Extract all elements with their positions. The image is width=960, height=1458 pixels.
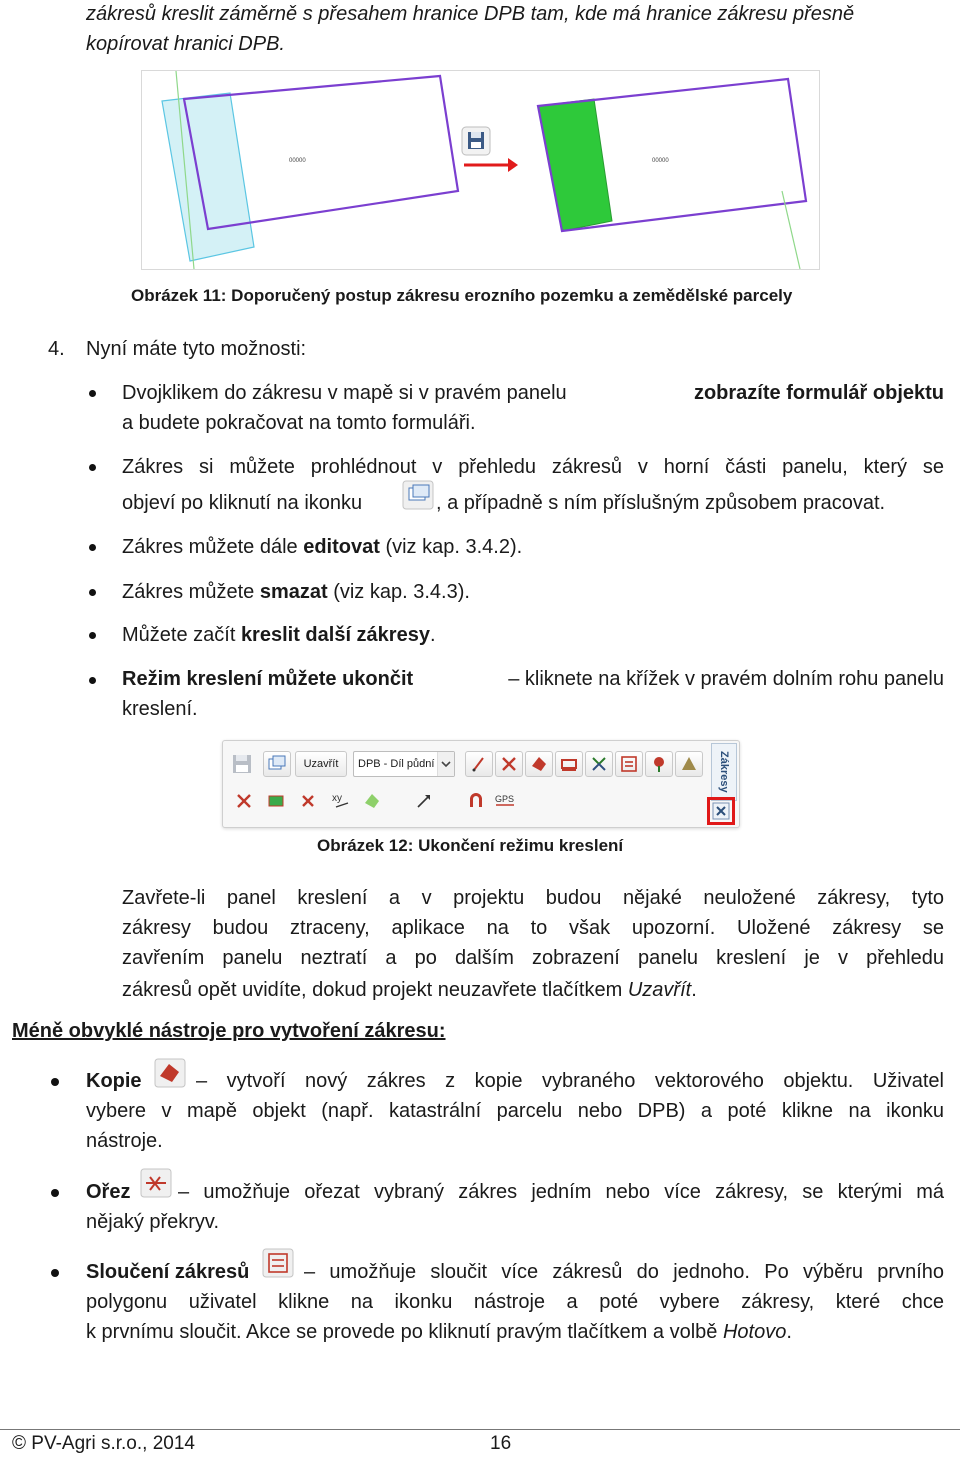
bullet	[89, 390, 96, 397]
figure-11-map	[142, 71, 819, 269]
option-3-bold: editovat	[303, 536, 380, 558]
footer-rule	[0, 1429, 960, 1430]
parcel-label-left: 00000	[289, 158, 306, 164]
tool-kopie-line-3: nástroje.	[86, 1130, 163, 1152]
orez-button[interactable]	[231, 789, 257, 813]
intro-line-1: zákresů kreslit záměrně s přesahem hranice DPB tam, kde má hranice zákresu přesně	[86, 3, 855, 25]
green-polygon-icon	[362, 791, 382, 811]
intro-line-2: kopírovat hranici DPB.	[86, 33, 285, 55]
save-icon[interactable]	[231, 753, 253, 775]
xy-icon	[330, 791, 352, 811]
close-icon	[710, 800, 732, 822]
footer-copyright: © PV-Agri s.r.o., 2014	[12, 1433, 195, 1454]
texture-button[interactable]	[675, 751, 703, 777]
copy-button[interactable]	[525, 751, 553, 777]
option-5-bold: kreslit další zákresy	[240, 624, 430, 646]
step-number: 4.	[48, 338, 65, 360]
xy-label: xy	[332, 793, 342, 804]
option-6-text: – kliknete na křížek v pravém dolním rohu panelu	[502, 668, 944, 690]
copy-polygon-icon	[154, 1058, 186, 1088]
bullet	[51, 1189, 59, 1197]
bullet	[89, 464, 96, 471]
layer-select[interactable]	[353, 751, 455, 777]
cyan-drawn-zone	[162, 93, 254, 261]
split-icon	[589, 754, 609, 774]
section-heading: Méně obvyklé nástroje pro vytvoření zákresu:	[12, 1020, 446, 1042]
overview-icon	[402, 480, 434, 510]
figure-11-caption: Obrázek 11: Doporučený postup zákresu erozního pozemku a zemědělské parcely	[131, 286, 793, 305]
copy-polygon-icon	[529, 754, 549, 774]
para-close-line-4	[122, 978, 697, 1002]
option-1-line-2: a budete pokračovat na tomto formuláři.	[122, 412, 476, 434]
remove-button[interactable]	[295, 789, 321, 813]
option-4-bold: smazat	[259, 581, 328, 603]
tool-slouceni-line-3	[86, 1320, 792, 1344]
option-3-post: (viz kap. 3.4.2).	[379, 536, 523, 558]
figure-12-caption: Obrázek 12: Ukončení režimu kreslení	[317, 836, 624, 855]
option-3-line	[122, 535, 522, 559]
tool-slouceni-italic: Hotovo	[722, 1321, 787, 1343]
bullet	[51, 1269, 59, 1277]
bullet	[51, 1078, 59, 1086]
step-text: Nyní máte tyto možnosti:	[86, 338, 307, 360]
close-project-button[interactable]: Uzavřít	[295, 751, 347, 777]
option-5-line	[122, 623, 436, 647]
footer-page-number: 16	[490, 1433, 512, 1454]
gps-button[interactable]	[491, 789, 517, 813]
merge-icon	[262, 1248, 294, 1278]
option-6-line-2: kreslení.	[122, 698, 198, 720]
chevron-down-icon[interactable]	[437, 752, 454, 776]
magnet-icon	[466, 791, 486, 811]
option-6-line-1	[122, 667, 944, 691]
green-polygon-button[interactable]	[359, 789, 385, 813]
remove-icon	[298, 791, 318, 811]
green-area-button[interactable]	[263, 789, 289, 813]
option-5-post: .	[429, 624, 436, 646]
tool-orez-line-2: nějaký překryv.	[86, 1211, 220, 1233]
tool-slouceni-line-1: – umožňuje sloučit více zákresů do jednoho. Po výběru prvního	[304, 1261, 944, 1283]
option-1-line-1	[122, 381, 944, 405]
delete-vertex-icon	[499, 754, 519, 774]
merge-icon	[619, 754, 639, 774]
option-4-text: Zákres můžete	[122, 581, 260, 603]
para-close-line-2: zákresy budou ztraceny, aplikace na to však upozorní. Uložené zákresy se	[122, 917, 944, 939]
cut-icon	[234, 791, 254, 811]
arrow-icon	[414, 791, 434, 811]
gps-icon	[494, 791, 518, 811]
draw-line-button[interactable]	[465, 751, 493, 777]
option-1-text: Dvojklikem do zákresu v mapě si v pravém panelu	[122, 382, 573, 404]
tool-kopie-name: Kopie	[86, 1070, 142, 1092]
para-close-line-1: Zavřete-li panel kreslení a v projektu budou nějaké neuložené zákresy, tyto	[122, 887, 944, 909]
zakresy-tab-label: Zákresy	[718, 751, 730, 793]
figure-11-frame	[141, 70, 820, 270]
green-area-icon	[266, 791, 286, 811]
tool-orez-line-1: – umožňuje ořezat vybraný zákres jedním nebo více zákresy, se kterými má	[178, 1181, 944, 1203]
tool-slouceni-name: Sloučení zákresů	[86, 1261, 250, 1283]
option-4-post: (viz kap. 3.4.3).	[327, 581, 470, 603]
merge-button[interactable]	[615, 751, 643, 777]
overview-icon	[267, 754, 287, 772]
option-4-line	[122, 580, 470, 604]
tool-slouceni-line-2: polygonu uživatel klikne na ikonku nástroje a poté vybere zákresy, které chce	[86, 1291, 944, 1313]
xy-button[interactable]	[327, 789, 353, 813]
para-close-italic: Uzavřít	[627, 979, 692, 1001]
para-close-period: .	[691, 979, 697, 1001]
para-close-line-3: zavřením panelu neztratí a po dalším zobrazení panelu kreslení je v přehledu	[122, 947, 944, 969]
bullet	[89, 589, 96, 596]
tool-orez-name: Ořez	[86, 1181, 131, 1203]
bullet	[89, 677, 96, 684]
para-close-text: zákresů opět uvidíte, dokud projekt neuzavřete tlačítkem	[122, 979, 628, 1001]
close-drawing-button[interactable]	[707, 797, 735, 825]
magnet-button[interactable]	[463, 789, 489, 813]
area-icon	[559, 754, 579, 774]
option-2-line-2b: , a případně s ním příslušným způsobem pracovat.	[436, 492, 886, 514]
tool-kopie-line-2: vybere v mapě objekt (např. katastrální parcelu nebo DPB) a poté klikne na ikonku	[86, 1100, 944, 1122]
tool-kopie-line-1: – vytvoří nový zákres z kopie vybraného vektorového objektu. Uživatel	[196, 1070, 944, 1092]
flower-button[interactable]	[645, 751, 673, 777]
move-button[interactable]	[411, 789, 437, 813]
overview-button[interactable]	[263, 751, 291, 777]
option-3-text: Zákres můžete dále	[122, 536, 304, 558]
layer-select-value: DPB - Díl půdní	[358, 758, 435, 770]
tool-slouceni-text: k prvnímu sloučit. Akce se provede po kliknutí pravým tlačítkem a volbě	[86, 1321, 723, 1343]
tool-slouceni-period: .	[786, 1321, 792, 1343]
gps-label: GPS	[495, 794, 515, 804]
option-5-text: Můžete začít	[122, 624, 241, 646]
option-1-bold: zobrazíte formulář objektu	[693, 382, 944, 404]
drawing-toolbar	[222, 740, 740, 828]
option-2-line-1: Zákres si můžete prohlédnout v přehledu zákresů v horní části panelu, který se	[122, 456, 944, 478]
cut-icon	[140, 1168, 172, 1198]
texture-icon	[679, 754, 699, 774]
zakresy-tab[interactable]	[711, 743, 737, 801]
area-button[interactable]	[555, 751, 583, 777]
delete-vertex-button[interactable]	[495, 751, 523, 777]
bullet	[89, 632, 96, 639]
parcel-label-right: 00000	[652, 158, 669, 164]
bullet	[89, 544, 96, 551]
flower-icon	[649, 754, 669, 774]
option-2-line-2a: objeví po kliknutí na ikonku	[122, 492, 363, 514]
option-6-bold: Režim kreslení můžete ukončit	[122, 668, 414, 690]
split-button[interactable]	[585, 751, 613, 777]
pencil-icon	[469, 754, 489, 774]
